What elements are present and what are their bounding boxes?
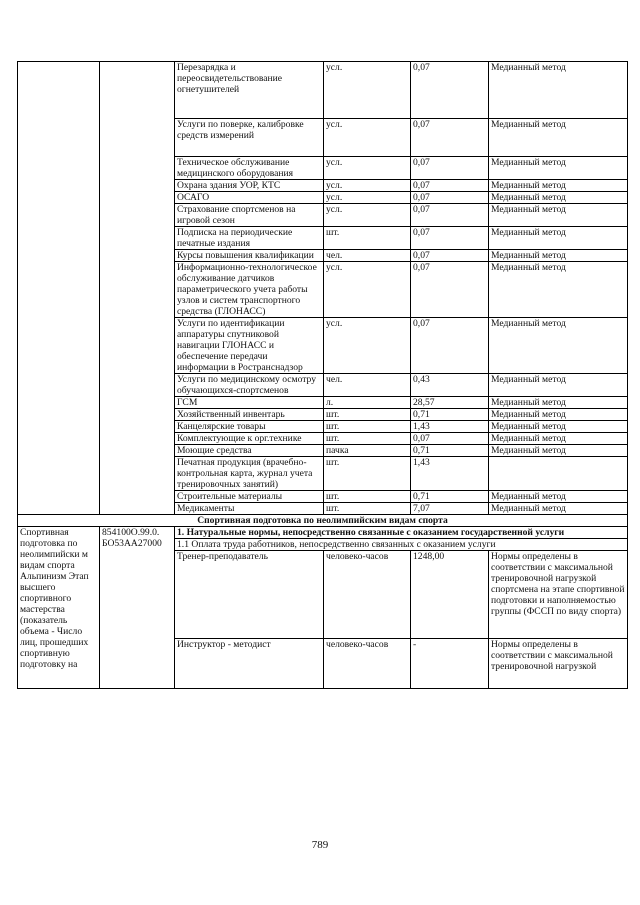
row-name: Услуги по поверке, калибровке средств измерений: [175, 119, 324, 157]
row-method: Медианный метод: [489, 119, 628, 157]
row-method: Медианный метод: [489, 445, 628, 457]
row-name: Комплектующие к орг.технике: [175, 433, 324, 445]
row-value: 0,07: [411, 119, 489, 157]
row-value: 0,07: [411, 192, 489, 204]
row-method: Медианный метод: [489, 374, 628, 397]
row-method: Медианный метод: [489, 180, 628, 192]
row-value: 0,07: [411, 250, 489, 262]
row-name: Хозяйственный инвентарь: [175, 409, 324, 421]
staff-value: 1248,00: [411, 551, 489, 639]
staff-unit: человеко-часов: [324, 551, 411, 639]
row-value: 0,07: [411, 62, 489, 119]
row-value: 7,07: [411, 503, 489, 515]
row-value: 1,43: [411, 457, 489, 491]
row-value: 0,71: [411, 445, 489, 457]
row-unit: усл.: [324, 204, 411, 227]
row-unit: усл.: [324, 262, 411, 318]
row-method: Медианный метод: [489, 409, 628, 421]
row-name: Печатная продукция (врачебно-контрольная карта, журнал учета тренировочных занятий): [175, 457, 324, 491]
row-value: 0,71: [411, 409, 489, 421]
row-method: Медианный метод: [489, 262, 628, 318]
row-unit: пачка: [324, 445, 411, 457]
row-unit: усл.: [324, 192, 411, 204]
row-name: Курсы повышения квалификации: [175, 250, 324, 262]
staff-name: Инструктор - методист: [175, 639, 324, 689]
staff-value: -: [411, 639, 489, 689]
row-value: 0,07: [411, 157, 489, 180]
labor-heading: 1.1 Оплата труда работников, непосредственно связанных с оказанием услуги: [175, 539, 628, 551]
row-method: Медианный метод: [489, 491, 628, 503]
code-cell-empty: [100, 62, 175, 515]
norms-table: [17, 61, 628, 689]
service-description: Спортивная подготовка по неолимпийски м видам спорта Альпинизм Этап высшего спортивного мастерства (показатель объема - Число лиц, прошедших спортивную подготовку на: [18, 527, 100, 689]
section-title: Спортивная подготовка по неолимпийским видам спорта: [18, 515, 628, 527]
row-name: Строительные материалы: [175, 491, 324, 503]
row-method: Медианный метод: [489, 227, 628, 250]
row-unit: шт.: [324, 421, 411, 433]
staff-method: Нормы определены в соответствии с максимальной тренировочной нагрузкой: [489, 639, 628, 689]
row-unit: шт.: [324, 457, 411, 491]
page-number: 789: [311, 839, 329, 851]
row-unit: шт.: [324, 491, 411, 503]
row-value: 1,43: [411, 421, 489, 433]
row-unit: шт.: [324, 409, 411, 421]
section-row: [18, 515, 628, 527]
row-name: Охрана здания УОР, КТС: [175, 180, 324, 192]
row-name: Канцелярские товары: [175, 421, 324, 433]
row-name: Медикаменты: [175, 503, 324, 515]
staff-unit: человеко-часов: [324, 639, 411, 689]
row-unit: усл.: [324, 318, 411, 374]
row-value: 0,43: [411, 374, 489, 397]
row-name: Услуги по идентификации аппаратуры спутниковой навигации ГЛОНАСС и обеспечение передачи информации в Ространснадзор: [175, 318, 324, 374]
row-value: 0,07: [411, 180, 489, 192]
table-row: [18, 62, 628, 119]
service-cell-empty: [18, 62, 100, 515]
row-method: Медианный метод: [489, 204, 628, 227]
row-name: Страхование спортсменов на игровой сезон: [175, 204, 324, 227]
row-unit: шт.: [324, 503, 411, 515]
row-unit: усл.: [324, 62, 411, 119]
row-value: 0,07: [411, 262, 489, 318]
row-unit: усл.: [324, 157, 411, 180]
row-name: ГСМ: [175, 397, 324, 409]
row-value: 0,07: [411, 204, 489, 227]
row-unit: л.: [324, 397, 411, 409]
row-value: 0,07: [411, 318, 489, 374]
row-method: Медианный метод: [489, 433, 628, 445]
row-unit: чел.: [324, 250, 411, 262]
staff-method: Нормы определены в соответствии с максимальной тренировочной нагрузкой спортсмена на этапе спортивной подготовки и наполняемостью группы (ФССП по виду спорта): [489, 551, 628, 639]
staff-name: Тренер-преподаватель: [175, 551, 324, 639]
row-name: Перезарядка и переосвидетельствование огнетушителей: [175, 62, 324, 119]
row-unit: шт.: [324, 227, 411, 250]
natural-norms-heading: 1. Натуральные нормы, непосредственно связанные с оказанием государственной услуги: [175, 527, 628, 539]
row-method: Медианный метод: [489, 318, 628, 374]
row-name: Моющие средства: [175, 445, 324, 457]
row-unit: усл.: [324, 119, 411, 157]
row-value: 0,71: [411, 491, 489, 503]
row-method: Медианный метод: [489, 62, 628, 119]
row-method: Медианный метод: [489, 397, 628, 409]
row-method: [489, 457, 628, 491]
row-method: Медианный метод: [489, 421, 628, 433]
table-row: [18, 527, 628, 539]
row-name: Информационно-технологическое обслуживание датчиков параметрического учета работы узлов и систем транспортного средства (ГЛОНАСС): [175, 262, 324, 318]
row-method: Медианный метод: [489, 192, 628, 204]
row-name: ОСАГО: [175, 192, 324, 204]
row-value: 0,07: [411, 433, 489, 445]
row-name: Подписка на периодические печатные издания: [175, 227, 324, 250]
row-method: Медианный метод: [489, 250, 628, 262]
row-value: 0,07: [411, 227, 489, 250]
service-code: 854100О.99.0. БО53АА27000: [100, 527, 175, 689]
row-unit: усл.: [324, 180, 411, 192]
row-name: Техническое обслуживание медицинского оборудования: [175, 157, 324, 180]
row-method: Медианный метод: [489, 157, 628, 180]
row-value: 28,57: [411, 397, 489, 409]
row-name: Услуги по медицинскому осмотру обучающихся-спортсменов: [175, 374, 324, 397]
row-method: Медианный метод: [489, 503, 628, 515]
row-unit: чел.: [324, 374, 411, 397]
row-unit: шт.: [324, 433, 411, 445]
